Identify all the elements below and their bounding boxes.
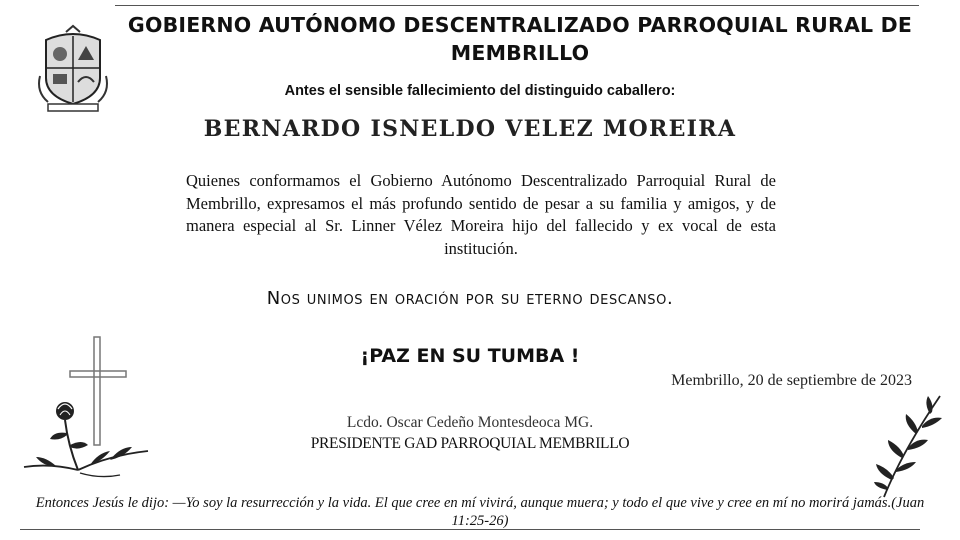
rest-in-peace-text: ¡PAZ EN SU TUMBA !	[360, 345, 580, 367]
olive-branch-icon	[872, 392, 947, 502]
bottom-rule	[20, 529, 920, 530]
prayer-text: Nos unimos en oración por su eterno descanso.	[266, 288, 674, 309]
intro-text: Antes el sensible fallecimiento del distinguido caballero:	[284, 83, 676, 99]
cross-rose-icon	[20, 335, 160, 485]
signer-title: PRESIDENTE GAD PARROQUIAL MEMBRILLO	[310, 435, 630, 452]
place-date: Membrillo, 20 de septiembre de 2023	[671, 372, 912, 389]
bible-verse: Entonces Jesús le dijo: —Yo soy la resurrección y la vida. El que cree en mí vivirá, aunque muera; y todo el que vive y cree en mí no morirá jamás.(Juan 11:25-26)	[35, 495, 925, 529]
signer-name: Lcdo. Oscar Cedeño Montesdeoca MG.	[346, 414, 594, 431]
condolence-message: Quienes conformamos el Gobierno Autónomo Descentralizado Parroquial Rural de Membrillo, expresamos el más profundo sentido de pesar a su familia y amigos, y de manera especial al Sr. Linner Vélez Moreira hijo del fallecido y ex vocal de esta institución.	[186, 171, 776, 258]
deceased-name: BERNARDO ISNELDO VELEZ MOREIRA	[203, 116, 737, 142]
header-title: GOBIERNO AUTÓNOMO DESCENTRALIZADO PARROQUIAL RURAL DE MEMBRILLO	[127, 13, 913, 65]
top-rule	[115, 5, 919, 6]
parish-coat-of-arms-icon	[38, 30, 108, 114]
